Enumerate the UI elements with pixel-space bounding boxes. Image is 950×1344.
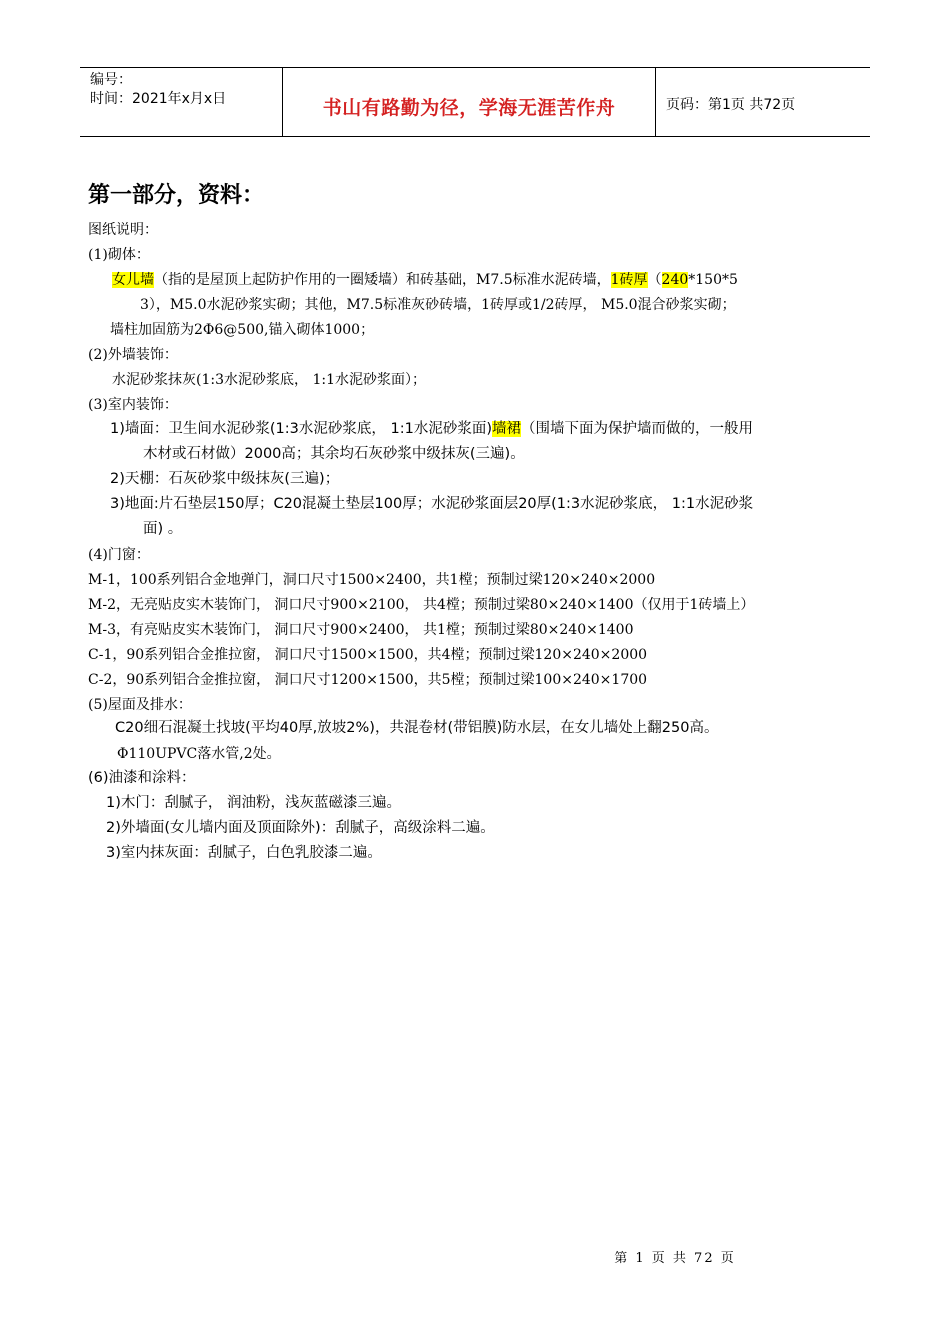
door-window-row: C-1，90系列铝合金推拉窗， 洞口尺寸1500×1500，共4樘；预制过梁120×240×2000	[88, 647, 648, 663]
section-3-line-3: 2)天棚：石灰砂浆中级抹灰(三遍)；	[110, 471, 340, 487]
header-page-cell	[656, 68, 870, 136]
section-1-heading: (1)砌体：	[88, 247, 150, 263]
header-left-cell	[80, 68, 283, 136]
number-label: 编号：	[90, 72, 132, 88]
section-6-heading: (6)油漆和涂料：	[88, 770, 196, 786]
section-3-line-2: 木材或石材做）2000高；其余均石灰砂浆中级抹灰(三遍)。	[143, 446, 525, 462]
text-segment: （围墙下面为保护墙而做的，一般用	[520, 421, 753, 437]
section-1-line-3: 墙柱加固筋为2Φ6@500,锚入砌体1000；	[110, 322, 375, 338]
door-window-row: C-2，90系列铝合金推拉窗， 洞口尺寸1200×1500，共5樘；预制过梁100×240×1700	[88, 672, 648, 688]
page-title: 第一部分，资料：	[88, 183, 265, 208]
door-window-row: M-3，有亮贴皮实木装饰门， 洞口尺寸900×2400， 共1樘；预制过梁80×240×1400	[88, 622, 634, 638]
section-2-heading: (2)外墙装饰：	[88, 347, 178, 363]
section-5-heading: (5)屋面及排水：	[88, 697, 192, 713]
text-segment: *150*5	[688, 272, 738, 288]
section-5-line-1: C20细石混凝土找坡(平均40厚,放坡2%)，共混卷材(带铝膜)防水层，在女儿墙处上翻250高。	[115, 720, 719, 736]
section-3-line-1	[110, 419, 753, 439]
section-3-line-4: 3)地面:片石垫层150厚；C20混凝土垫层100厚；水泥砂浆面层20厚(1:3水泥砂浆底， 1:1水泥砂浆	[110, 496, 754, 512]
highlight-parapet: 女儿墙	[112, 272, 154, 288]
section-5-line-2: Φ110UPVC落水管,2处。	[117, 746, 281, 762]
section-3-heading: (3)室内装饰：	[88, 397, 178, 413]
highlight-brick-thickness: 1砖厚	[610, 272, 648, 288]
section-1-line-2: 3），M5.0水泥砂浆实砌；其他，M⁡7.5标准灰砂砖墙，1砖厚或1/2砖厚， M5.0混合砂浆实砌；	[140, 297, 736, 313]
section-3-line-5: 面) 。	[143, 521, 183, 537]
header-table	[80, 67, 870, 137]
text-segment: 1)墙面：卫生间水泥砂浆(1:3水泥砂浆底， 1:1水泥砂浆面)	[110, 421, 492, 437]
motto: 书山有路勤为径，学海无涯苦作舟	[322, 97, 616, 119]
section-6-line-2: 2)外墙面(女儿墙内面及顶面除外)：刮腻子，高级涂料二遍。	[106, 820, 495, 836]
section-1-line-1	[112, 270, 738, 290]
text-segment: （指的是屋顶上起防护作用的一圈矮墙）和砖基础，M⁡7.5标准水泥砖墙，	[154, 272, 611, 288]
section-6-line-3: 3)室内抹灰面：刮腻子，白色乳胶漆二遍。	[106, 845, 382, 861]
section-2-line-1: 水泥砂浆抹灰(1:3水泥砂浆底， 1:1水泥砂浆面）；	[112, 372, 426, 388]
section-6-line-1: 1)木门：刮腻子， 润油粉，浅灰蓝磁漆三遍。	[106, 795, 401, 811]
door-window-row: M-2，无亮贴皮实木装饰门， 洞口尺寸900×2100， 共4樘；预制过梁80×240×1400（仅用于1砖墙上）	[88, 597, 755, 613]
page-footer: 第 1 页 共 72 页	[614, 1251, 736, 1266]
highlight-240: 240	[661, 272, 689, 288]
page-info: 页码：第1页 共72页	[666, 97, 796, 113]
highlight-dado: 墙裙	[491, 421, 521, 437]
section-4-heading: (4)门窗：	[88, 547, 150, 563]
intro: 图纸说明：	[88, 222, 158, 238]
header-motto-cell	[283, 68, 656, 136]
time-label: 时间：2021年x月x日	[90, 91, 227, 107]
text-segment: （	[647, 272, 662, 288]
door-window-row: M-1，100系列铝合金地弹门，洞口尺寸1500×2400，共1樘；预制过梁120×240×2000	[88, 572, 656, 588]
